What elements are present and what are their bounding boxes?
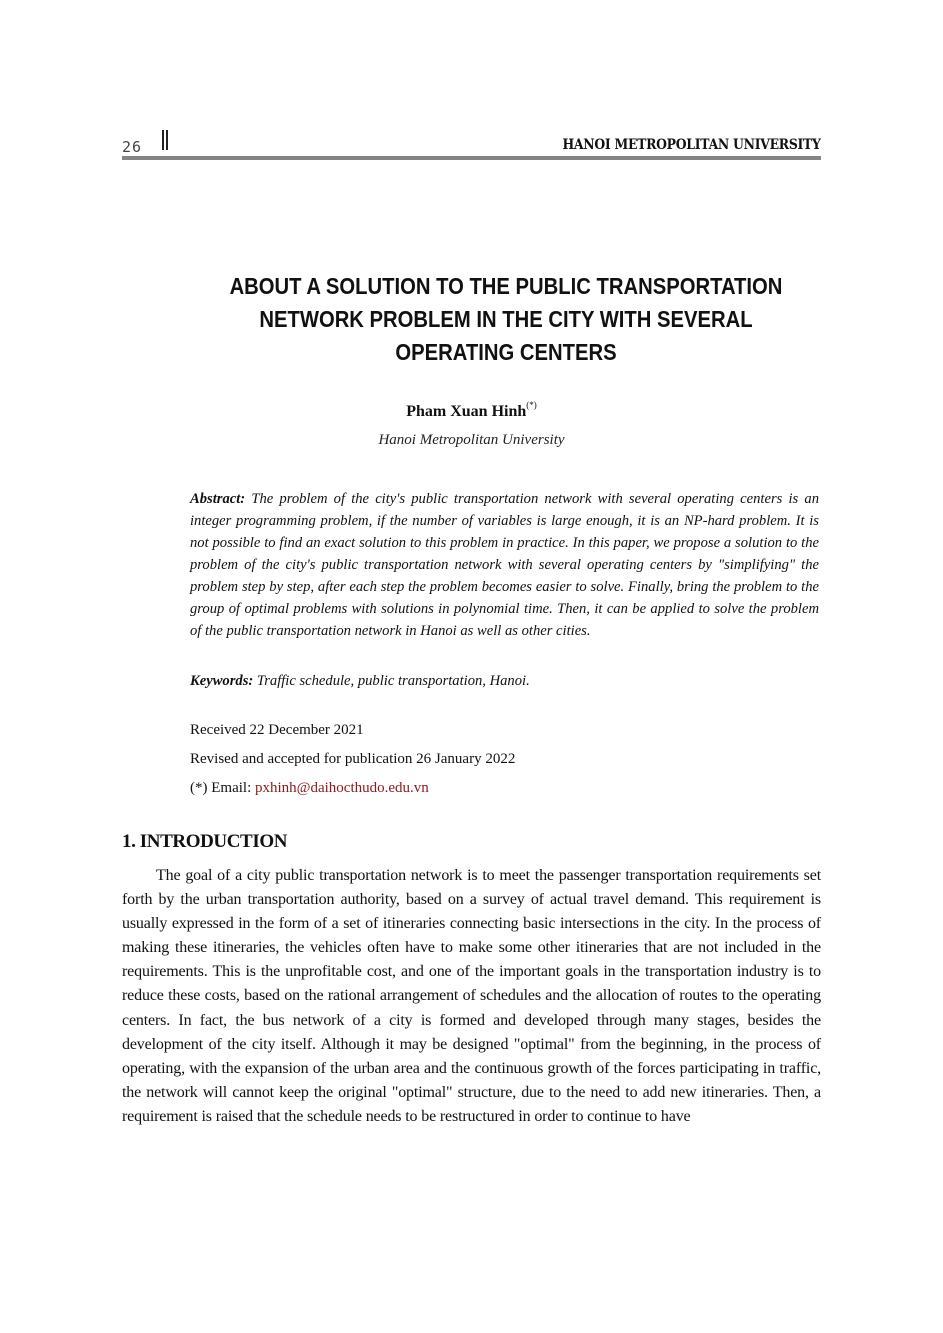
header-double-bar-icon	[162, 130, 168, 150]
abstract-text: The problem of the city's public transportation network with several operating centers is an integer programming problem, if the number of variables is large enough, it is an NP-hard problem. It is not possible to find an exact solution to this problem in practice. In this paper, we propose a solution to the problem of the city's public transportation network with several operating centers by "simplifying" the problem step by step, after each step the problem becomes easier to solve. Finally, bring the problem to the group of optimal problems with solutions in polynomial time. Then, it can be applied to solve the problem of the public transportation network in Hanoi as well as other cities.	[190, 491, 820, 639]
author-name: Pham Xuan Hinh	[406, 403, 527, 420]
received-date: Received 22 December 2021	[190, 722, 364, 738]
title-line: OPERATING CENTERS	[395, 339, 617, 365]
header-rule	[122, 156, 821, 160]
revised-date: Revised and accepted for publication 26 January 2022	[190, 751, 516, 767]
title-line: NETWORK PROBLEM IN THE CITY WITH SEVERAL	[259, 306, 753, 332]
keywords	[190, 670, 819, 692]
running-header	[122, 128, 821, 162]
section-heading: 1. INTRODUCTION	[122, 831, 288, 852]
abstract	[190, 488, 819, 642]
author-affiliation: Hanoi Metropolitan University	[378, 432, 565, 448]
journal-name: HANOI METROPOLITAN UNIVERSITY	[562, 137, 821, 153]
page-number: 26	[122, 138, 143, 156]
title-line: ABOUT A SOLUTION TO THE PUBLIC TRANSPORTATION	[229, 273, 783, 299]
email-link[interactable]: pxhinh@daihocthudo.edu.vn	[254, 780, 429, 796]
abstract-label: Abstract:	[190, 491, 246, 507]
keywords-label: Keywords:	[190, 673, 254, 689]
body-paragraph: The goal of a city public transportation network is to meet the passenger transportation requirements set forth by the urban transportation authority, based on a survey of actual travel demand. This requirement is usually expressed in the form of a set of itineraries connecting basic intersections in the city. In the process of making these itineraries, the vehicles often have to make some other itineraries that are not included in the requirements. This is the unprofitable cost, and one of the important goals in the transportation industry is to reduce these costs, based on the rational arrangement of schedules and the allocation of routes to the operating centers. In fact, the bus network of a city is formed and developed through many stages, besides the development of the city itself. Although it may be designed "optimal" from the beginning, in the process of operating, with the expansion of the urban area and the continuous growth of the forces participating in traffic, the network will cannot keep the original "optimal" structure, due to the need to add new itineraries. Then, a requirement is raised that the schedule needs to be restructured in order to continue to have	[122, 867, 821, 1125]
author-footnote-mark: (*)	[526, 400, 537, 410]
keywords-text: Traffic schedule, public transportation, Hanoi.	[256, 673, 530, 689]
email-line	[190, 774, 819, 803]
author-line	[0, 400, 943, 421]
email-label: (*) Email:	[190, 780, 252, 796]
article-title	[193, 270, 820, 369]
article-metadata	[190, 716, 819, 803]
